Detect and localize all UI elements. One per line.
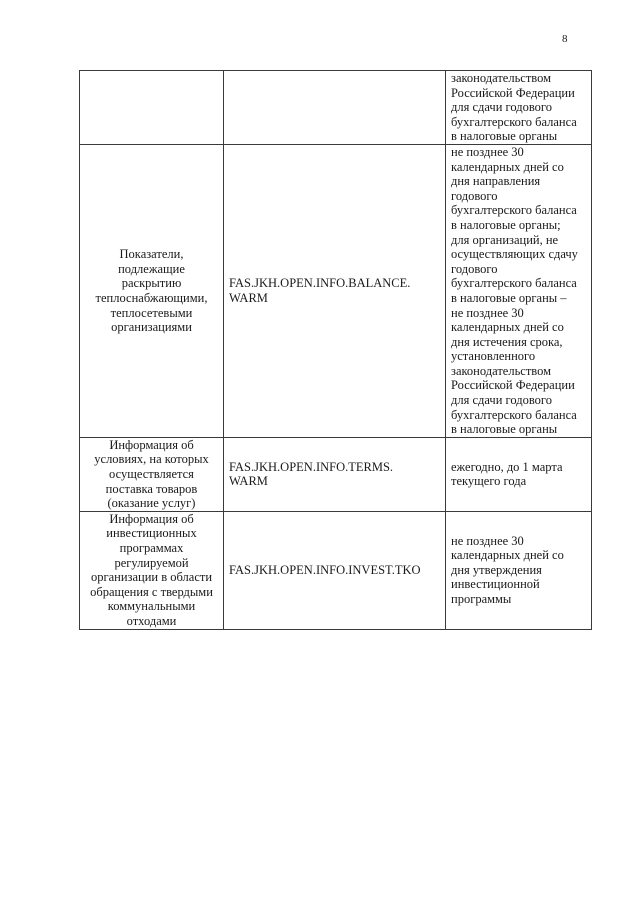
- indicator-name: Информация об инвестиционных программах регулируемой организации в области обращения с твердыми коммунальными отходами: [90, 511, 213, 628]
- form-code: FAS.JKH.OPEN.INFO.TERMS. WARM: [229, 459, 394, 489]
- indicator-name-cell: [80, 437, 224, 511]
- deadline-text: ежегодно, до 1 марта текущего года: [451, 459, 563, 489]
- form-code-cell: [224, 437, 446, 511]
- deadline-text: не позднее 30 календарных дней со дня утверждения инвестиционной программы: [451, 533, 564, 607]
- deadline-cell: [446, 511, 592, 629]
- table-row: [80, 511, 592, 629]
- deadline-cell: [446, 71, 592, 145]
- table-row: [80, 144, 592, 437]
- form-code: FAS.JKH.OPEN.INFO.BALANCE. WARM: [229, 276, 411, 305]
- indicator-name-cell: [80, 511, 224, 629]
- form-code-cell: [224, 71, 446, 145]
- form-code: FAS.JKH.OPEN.INFO.INVEST.TKO: [229, 562, 421, 577]
- disclosure-table: [79, 70, 592, 630]
- indicator-name: Информация об условиях, на которых осуществляется поставка товаров (оказание услуг): [94, 437, 209, 511]
- table-row: [80, 71, 592, 145]
- deadline-text: не позднее 30 календарных дней со дня направления годового бухгалтерского баланса в налоговые органы; для организаций, не осуществляющих сдачу годового бухгалтерского баланса в налоговые органы – не позднее 30 календарных дней со дня истечения срока, установленного законодательством Российской Федерации для сдачи годового бухгалтерского баланса в налоговые органы: [451, 144, 578, 437]
- indicator-name-cell: [80, 144, 224, 437]
- indicator-name: Показатели, подлежащие раскрытию теплоснабжающими, теплосетевыми организациями: [95, 247, 208, 335]
- table-row: [80, 437, 592, 511]
- deadline-cell: [446, 437, 592, 511]
- page-number: 8: [562, 33, 568, 45]
- form-code-cell: [224, 144, 446, 437]
- deadline-cell: [446, 144, 592, 437]
- deadline-text: законодательством Российской Федерации для сдачи годового бухгалтерского баланса в налоговые органы: [451, 71, 577, 144]
- form-code-cell: [224, 511, 446, 629]
- indicator-name-cell: [80, 71, 224, 145]
